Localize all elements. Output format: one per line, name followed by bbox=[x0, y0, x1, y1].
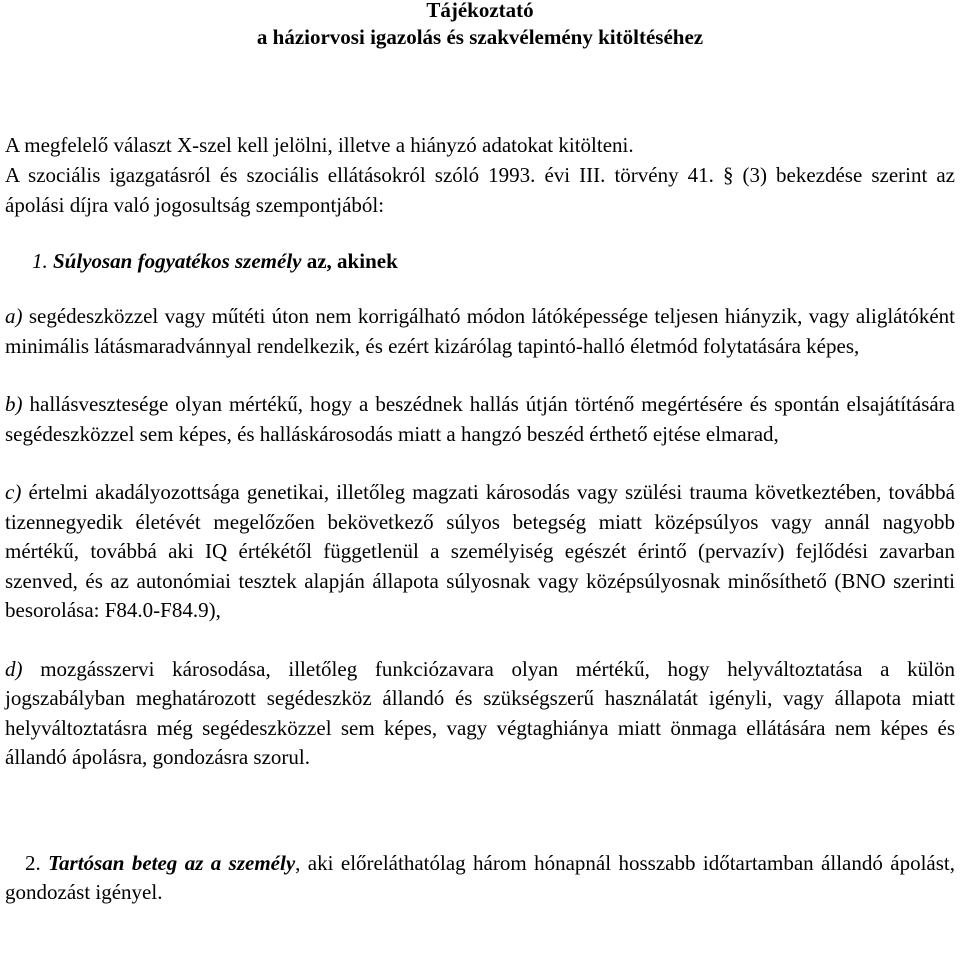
item-text: mozgásszervi károsodása, illetőleg funkciózavara olyan mértékű, hogy helyváltoztatása a külön jogszabályban meghatározott segédeszköz állandó és szükségszerű használatát igényli, vagy állapota miatt helyváltoztatásra még segédeszközzel sem képes, vagy végtaghiánya miatt önmaga ellátására nem képes és állandó ápolásra, gondozásra szorul. bbox=[5, 656, 956, 769]
intro-legal-reference: A szociális igazgatásról és szociális ellátásokról szóló 1993. évi III. törvény 41. § (3) bekezdése szerint az ápolási díjra való jogosultság szempontjából: bbox=[5, 163, 955, 217]
section-2 bbox=[5, 849, 955, 908]
item-text: hallásvesztesége olyan mértékű, hogy a beszédnek hallás útján történő megértésére és spontán elsajátítására segédeszközzel sem képes, és halláskárosodás miatt a hangzó beszéd érthető ejtése elmarad, bbox=[5, 392, 955, 446]
document-title bbox=[5, 0, 955, 54]
list-item-d bbox=[5, 655, 955, 773]
section-2-heading-emphasis: Tartósan beteg az a személy bbox=[48, 850, 296, 875]
section-1-heading bbox=[32, 246, 955, 276]
section-1-heading-emphasis: Súlyosan fogyatékos személy bbox=[53, 249, 302, 273]
item-text: segédeszközzel vagy műtéti úton nem korrigálható módon látóképessége teljesen hiányzik, vagy aliglátóként minimális látásmaradvánnyal rendelkezik, és ezért kizárólag tapintó-halló életmód folytatására képes, bbox=[5, 304, 955, 358]
title-line-2: a háziorvosi igazolás és szakvélemény kitöltéséhez bbox=[256, 25, 704, 49]
item-label: b) bbox=[5, 392, 23, 416]
list-item-c bbox=[5, 478, 955, 626]
section-1-items bbox=[5, 302, 955, 773]
section-2-paragraph bbox=[5, 849, 955, 908]
item-text: értelmi akadályozottsága genetikai, illetőleg magzati károsodás vagy szülési trauma következtében, továbbá tizennegyedik életévét megelőzően bekövetkező súlyos betegség miatt középsúlyos vagy annál nagyobb mértékű, továbbá aki IQ értékétől függetlenül a személyiség egészét érintő (pervazív) fejlődési zavarban szenved, és az autonómiai tesztek alapján állapota súlyosnak vagy középsúlyosnak minősíthető (BNO szerinti besorolása: F84.0-F84.9), bbox=[5, 480, 956, 622]
title-line-1: Tájékoztató bbox=[426, 0, 534, 22]
section-2-text: , aki előreláthatólag három hónapnál hosszabb időtartamban állandó ápolást, gondozást igényel. bbox=[5, 850, 955, 904]
item-label: d) bbox=[5, 656, 23, 681]
section-2-number: 2. bbox=[25, 850, 41, 875]
intro-block bbox=[5, 130, 955, 220]
item-label: a) bbox=[5, 304, 23, 328]
intro-instruction: A megfelelő választ X-szel kell jelölni, illetve a hiányzó adatokat kitölteni. bbox=[5, 133, 634, 157]
list-item-b bbox=[5, 390, 955, 449]
item-label: c) bbox=[5, 480, 22, 504]
section-1-heading-rest: az, akinek bbox=[306, 249, 398, 273]
document-page bbox=[5, 0, 955, 908]
section-1-number: 1. bbox=[32, 249, 48, 273]
list-item-a bbox=[5, 302, 955, 361]
